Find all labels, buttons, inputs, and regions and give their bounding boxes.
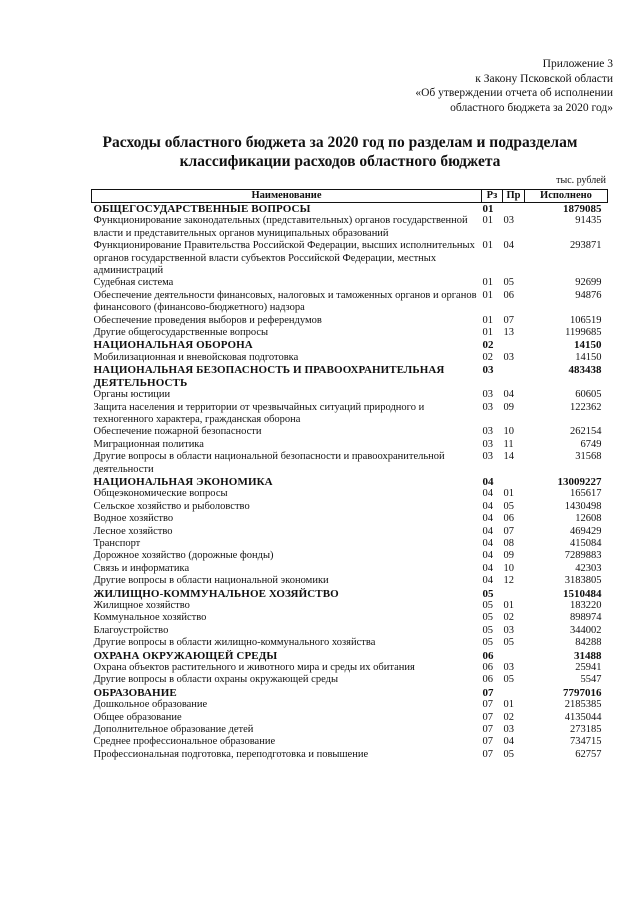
row-pr: 04 — [503, 389, 514, 401]
row-value: 898974 — [570, 612, 602, 624]
row-value: 42303 — [575, 562, 602, 574]
row-name: НАЦИОНАЛЬНАЯ ОБОРОНА — [93, 339, 253, 352]
row-name: Функционирование Правительства Российской Федерации, высших исполнительных органов государственной власти субъектов Российской Федерации, местных администраций — [93, 240, 475, 277]
row-name: Транспорт — [93, 537, 141, 549]
row-pr — [503, 203, 525, 216]
row-pr: 05 — [503, 637, 514, 649]
table-row — [92, 402, 608, 427]
row-pr: 01 — [503, 699, 514, 711]
row-name: Благоустройство — [93, 624, 169, 636]
row-rz: 04 — [482, 575, 493, 587]
row-rz: 01 — [482, 327, 493, 339]
document-title — [60, 133, 620, 171]
row-name: Обеспечение деятельности финансовых, налоговых и таможенных органов и органов финансового (финансово-бюджетного) надзора — [93, 289, 477, 314]
row-rz: 04 — [482, 562, 493, 574]
table-row — [92, 389, 608, 401]
row-rz: 01 — [482, 203, 494, 215]
row-rz: 03 — [482, 389, 493, 401]
row-name: НАЦИОНАЛЬНАЯ ЭКОНОМИКА — [93, 475, 273, 488]
row-name: Обеспечение проведения выборов и референдумов — [93, 314, 322, 326]
row-value: 14150 — [575, 351, 602, 363]
row-rz: 01 — [482, 277, 493, 289]
row-value: 84288 — [575, 637, 602, 649]
row-pr — [503, 588, 525, 600]
table-row — [92, 724, 608, 736]
row-value: 469429 — [570, 525, 602, 537]
row-rz: 04 — [482, 500, 493, 512]
row-value: 31568 — [575, 451, 602, 463]
row-rz: 05 — [482, 624, 493, 636]
row-value: 1199685 — [565, 327, 602, 339]
appendix-line: к Закону Псковской области — [475, 72, 613, 85]
row-pr: 05 — [503, 500, 514, 512]
row-value: 2185385 — [564, 699, 602, 711]
row-rz: 02 — [482, 339, 494, 352]
row-value: 483438 — [568, 364, 602, 377]
row-name: ОХРАНА ОКРУЖАЮЩЕЙ СРЕДЫ — [93, 649, 278, 662]
row-pr: 10 — [503, 562, 514, 574]
row-pr: 07 — [503, 525, 514, 537]
row-name: Среднее профессиональное образование — [93, 736, 276, 748]
row-value: 91435 — [575, 215, 602, 227]
header-value: Исполнено — [525, 190, 608, 203]
row-rz: 07 — [482, 699, 493, 711]
row-value: 122362 — [570, 401, 602, 413]
row-value: 165617 — [570, 488, 602, 500]
row-pr: 14 — [503, 451, 514, 463]
table-row — [92, 277, 608, 289]
row-rz: 07 — [482, 736, 493, 748]
row-value: 92699 — [575, 277, 602, 289]
row-rz: 04 — [482, 537, 493, 549]
table-row — [92, 575, 608, 587]
appendix-line: «Об утверждении отчета об исполнении — [415, 87, 613, 99]
table-row — [92, 501, 608, 513]
row-rz: 05 — [482, 637, 493, 649]
section-row — [92, 364, 608, 389]
table-row — [92, 315, 608, 327]
row-value: 12608 — [575, 513, 602, 525]
row-name: Водное хозяйство — [93, 513, 174, 525]
row-name: Общее образование — [93, 711, 182, 723]
row-pr: 04 — [503, 240, 514, 252]
table-row — [92, 600, 608, 612]
row-name: Дополнительное образование детей — [93, 724, 254, 736]
row-name: Миграционная политика — [93, 438, 204, 450]
row-rz: 04 — [482, 550, 493, 562]
row-rz: 03 — [482, 364, 494, 377]
table-row — [92, 674, 608, 686]
row-pr: 03 — [503, 215, 514, 227]
row-value: 344002 — [570, 624, 602, 636]
appendix-line: Приложение 3 — [542, 58, 613, 70]
table-row — [92, 327, 608, 339]
row-rz: 01 — [482, 314, 493, 326]
section-row — [92, 203, 608, 216]
row-value: 62757 — [575, 748, 602, 760]
row-value: 13009227 — [557, 475, 602, 488]
row-name: Функционирование законодательных (представительных) органов государственной власти и представительных органов муниципальных образований — [93, 215, 468, 239]
row-value: 4135044 — [564, 711, 602, 723]
row-pr: 02 — [503, 711, 514, 723]
table-row — [92, 612, 608, 624]
row-rz: 04 — [482, 525, 493, 537]
row-name: Судебная система — [93, 277, 174, 289]
row-pr: 10 — [503, 426, 514, 438]
row-rz: 07 — [482, 711, 493, 723]
table-row — [92, 736, 608, 748]
row-pr: 12 — [503, 575, 514, 587]
row-name: Обеспечение пожарной безопасности — [93, 426, 262, 438]
row-name: Общеэкономические вопросы — [93, 488, 228, 500]
table-row — [92, 637, 608, 649]
row-name: ОБРАЗОВАНИЕ — [93, 686, 177, 699]
table-row — [92, 625, 608, 637]
row-name: Охрана объектов растительного и животного мира и среды их обитания — [93, 662, 415, 674]
row-rz: 06 — [482, 662, 493, 674]
header-rz: Рз — [482, 190, 503, 203]
row-pr: 03 — [503, 351, 514, 363]
row-name: Органы юстиции — [93, 389, 171, 401]
row-name: Дошкольное образование — [93, 699, 208, 711]
row-name: Лесное хозяйство — [93, 525, 173, 537]
table-row — [92, 526, 608, 538]
row-rz: 07 — [482, 724, 493, 736]
row-rz: 07 — [482, 748, 493, 760]
row-value: 1879085 — [563, 203, 602, 215]
row-pr: 01 — [503, 488, 514, 500]
row-rz: 03 — [482, 438, 493, 450]
row-value: 293871 — [570, 240, 602, 252]
row-value: 7797016 — [563, 686, 602, 699]
table-row — [92, 439, 608, 451]
row-rz: 04 — [482, 488, 493, 500]
section-row — [92, 339, 608, 351]
row-rz: 02 — [482, 351, 493, 363]
row-pr — [503, 476, 525, 488]
row-value: 60605 — [575, 389, 602, 401]
row-value: 31488 — [574, 649, 602, 662]
table-row — [92, 290, 608, 315]
row-value: 273185 — [570, 724, 602, 736]
row-rz: 04 — [482, 513, 493, 525]
row-pr: 09 — [503, 550, 514, 562]
row-value: 262154 — [570, 426, 602, 438]
row-pr: 13 — [503, 327, 514, 339]
table-row — [92, 662, 608, 674]
table-body — [92, 203, 608, 762]
row-name: Связь и информатика — [93, 562, 190, 574]
row-pr — [503, 339, 525, 351]
row-name: Другие вопросы в области охраны окружающей среды — [93, 674, 338, 686]
row-name: Другие вопросы в области национальной безопасности и правоохранительной деятельности — [93, 451, 445, 475]
section-row — [92, 650, 608, 662]
row-value: 1430498 — [564, 500, 602, 512]
row-pr: 01 — [503, 600, 514, 611]
section-row — [92, 687, 608, 699]
row-rz: 05 — [482, 587, 494, 600]
row-name: ЖИЛИЩНО-КОММУНАЛЬНОЕ ХОЗЯЙСТВО — [93, 587, 339, 600]
row-pr: 06 — [503, 513, 514, 525]
row-name: Профессиональная подготовка, переподготовка и повышение — [93, 748, 369, 760]
row-pr: 02 — [503, 612, 514, 624]
row-value: 14150 — [574, 339, 602, 352]
table-header — [92, 190, 608, 203]
row-pr: 09 — [503, 401, 514, 413]
table-row — [92, 352, 608, 364]
row-pr — [503, 364, 525, 389]
row-name: Дорожное хозяйство (дорожные фонды) — [93, 550, 274, 562]
row-value: 183220 — [570, 600, 602, 611]
row-pr — [503, 687, 525, 699]
row-value: 7289883 — [564, 550, 602, 562]
row-pr: 05 — [503, 748, 514, 760]
row-value: 106519 — [570, 314, 602, 326]
row-pr: 04 — [503, 736, 514, 748]
row-rz: 06 — [482, 674, 493, 686]
table-row — [92, 240, 608, 277]
table-row — [92, 426, 608, 438]
row-value: 1510484 — [563, 587, 602, 600]
row-pr — [503, 650, 525, 662]
units-label: тыс. рублей — [556, 175, 606, 186]
row-name: Сельское хозяйство и рыболовство — [93, 500, 250, 512]
row-rz: 07 — [482, 686, 494, 699]
table-row — [92, 699, 608, 711]
row-name: Жилищное хозяйство — [93, 600, 190, 611]
row-name: Мобилизационная и вневойсковая подготовка — [93, 351, 299, 363]
row-rz: 01 — [482, 215, 493, 227]
row-name: Другие вопросы в области жилищно-коммунального хозяйства — [93, 637, 376, 649]
row-name: Другие общегосударственные вопросы — [93, 327, 269, 339]
table-row — [92, 538, 608, 550]
row-pr: 06 — [503, 289, 514, 301]
row-value: 94876 — [575, 289, 602, 301]
header-pr: Пр — [503, 190, 525, 203]
row-rz: 03 — [482, 451, 493, 463]
header-name: Наименование — [92, 190, 482, 203]
table-row — [92, 749, 608, 761]
row-name: Защита населения и территории от чрезвычайных ситуаций природного и техногенного характера, гражданская оборона — [93, 401, 425, 425]
title-line: Расходы областного бюджета за 2020 год по разделам и подразделам — [102, 134, 578, 151]
title-line: классификации расходов областного бюджета — [179, 153, 501, 170]
table-row — [92, 712, 608, 724]
row-rz: 03 — [482, 426, 493, 438]
row-rz: 05 — [482, 612, 493, 624]
row-pr: 05 — [503, 277, 514, 289]
section-row — [92, 476, 608, 488]
table-row — [92, 513, 608, 525]
row-name: Коммунальное хозяйство — [93, 612, 207, 624]
row-rz: 06 — [482, 649, 494, 662]
row-value: 3183805 — [564, 575, 602, 587]
table-row — [92, 451, 608, 476]
row-rz: 04 — [482, 475, 494, 488]
expenditure-table — [91, 189, 608, 761]
appendix-line: областного бюджета за 2020 год» — [450, 101, 613, 114]
row-pr: 03 — [503, 624, 514, 636]
row-rz: 05 — [482, 600, 493, 611]
row-pr: 03 — [503, 662, 514, 674]
row-rz: 01 — [482, 289, 493, 301]
row-rz: 01 — [482, 240, 493, 252]
row-value: 415084 — [570, 537, 602, 549]
row-rz: 03 — [482, 401, 493, 413]
row-name: Другие вопросы в области национальной экономики — [93, 575, 329, 587]
table-row — [92, 563, 608, 575]
appendix-header — [415, 57, 613, 115]
row-value: 734715 — [570, 736, 602, 748]
row-value: 5547 — [580, 674, 602, 686]
table-row — [92, 550, 608, 562]
header-row — [92, 190, 608, 203]
row-pr: 11 — [503, 438, 514, 450]
row-pr: 03 — [503, 724, 514, 736]
row-name: ОБЩЕГОСУДАРСТВЕННЫЕ ВОПРОСЫ — [93, 203, 311, 215]
row-pr: 05 — [503, 674, 514, 686]
row-value: 25941 — [575, 662, 602, 674]
row-value: 6749 — [580, 438, 602, 450]
row-pr: 08 — [503, 537, 514, 549]
row-name: НАЦИОНАЛЬНАЯ БЕЗОПАСНОСТЬ И ПРАВООХРАНИТЕЛЬНАЯ ДЕЯТЕЛЬНОСТЬ — [93, 364, 445, 389]
table-row — [92, 488, 608, 500]
table-row — [92, 215, 608, 240]
section-row — [92, 588, 608, 600]
row-pr: 07 — [503, 314, 514, 326]
